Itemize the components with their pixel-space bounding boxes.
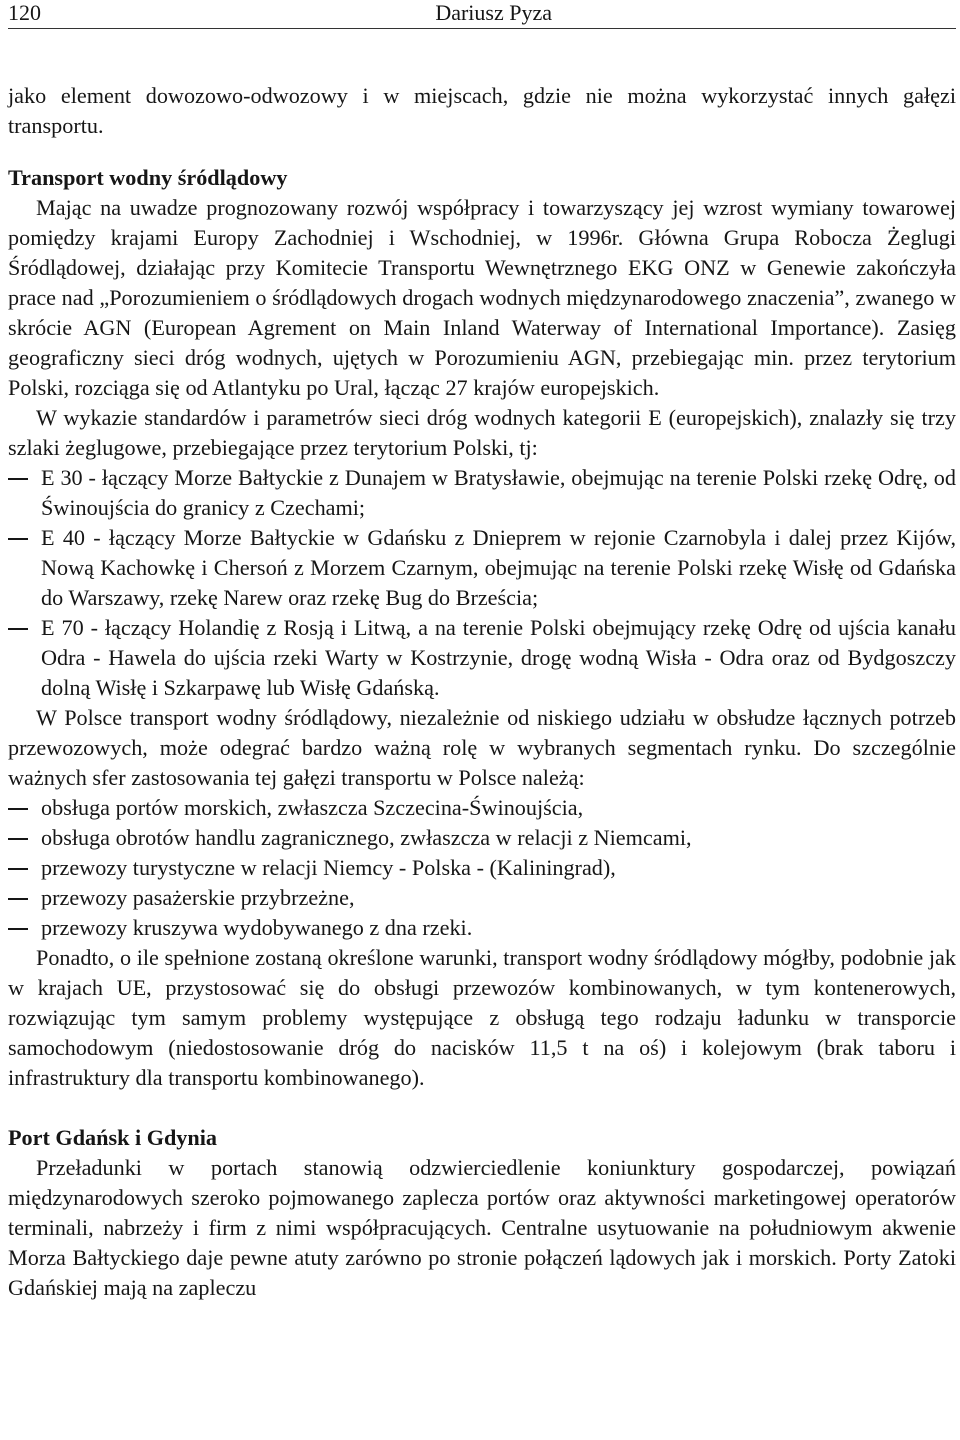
page-number: 120 — [8, 0, 41, 25]
list-item: przewozy turystyczne w relacji Niemcy - Polska - (Kaliningrad), — [8, 853, 956, 883]
list-item: obsługa obrotów handlu zagranicznego, zwłaszcza w relacji z Niemcami, — [8, 823, 956, 853]
section-heading-inland-water-transport: Transport wodny śródlądowy — [8, 165, 288, 190]
paragraph-port-transshipments: Przeładunki w portach stanowią odzwierciedlenie koniunktury gospodarczej, powiązań międzynarodowych szeroko pojmowanego zaplecza portów oraz aktywności marketingowej operatorów terminali, nabrzeży i firm z nimi współpracujących. Centralne usytuowanie na południowym akwenie Morza Bałtyckiego daje pewne atuty zarówno po stronie połączeń lądowych jak i morskich. Porty Zatoki Gdańskiej mają na zapleczu — [8, 1155, 956, 1300]
list-item: E 40 - łączący Morze Bałtyckie w Gdańsku z Dnieprem w rejonie Czarnobyla i dalej przez Kijów, Nową Kachowkę i Chersoń z Morzem Czarnym, obejmując na terenie Polski rzekę Wisłę od Gdańska do Warszawy, rzekę Narew oraz rzekę Bug do Brześcia; — [8, 523, 956, 613]
paragraph-combined-transport: Ponadto, o ile spełnione zostaną określone warunki, transport wodny śródlądowy mógłby, podobnie jak w krajach UE, przystosować się do obsługi przewozów kombinowanych, w tym kontenerowych, rozwiązując tym samym problemy występujące z obsługą tego rodzaju ładunku w transporcie samochodowym (niedostosowanie dróg do nacisków 11,5 t na oś) i kolejowym (brak taboru i infrastruktury dla transportu kombinowanego). — [8, 945, 956, 1090]
running-header — [8, 0, 956, 29]
running-header-author: Dariusz Pyza — [435, 0, 552, 25]
list-item: obsługa portów morskich, zwłaszcza Szczecina-Świnoujścia, — [8, 793, 956, 823]
waterway-routes-list — [8, 463, 956, 703]
paragraph-e-category-routes: W wykazie standardów i parametrów sieci dróg wodnych kategorii E (europejskich), znalazły się trzy szlaki żeglugowe, przebiegające przez terytorium Polski, tj: — [8, 405, 956, 460]
list-item: przewozy kruszywa wydobywanego z dna rzeki. — [8, 913, 956, 943]
application-areas-list — [8, 793, 956, 943]
paragraph-agn-agreement: Mając na uwadze prognozowany rozwój współpracy i towarzyszący jej wzrost wymiany towarowej pomiędzy krajami Europy Zachodniej i Wschodniej, w 1996r. Główna Grupa Robocza Żeglugi Śródlądowej, działając przy Komitecie Transportu Wewnętrznego EKG ONZ w Genewie zakończyła prace nad „Porozumieniem o śródlądowych drogach wodnych międzynarodowego znaczenia”, zwanego w skrócie AGN (European Agrement on Main Inland Waterway of International Importance). Zasięg geograficzny sieci dróg wodnych, ujętych w Porozumieniu AGN, przebiegając min. przez terytorium Polski, rozciąga się od Atlantyku po Ural, łącząc 27 krajów europejskich. — [8, 195, 956, 400]
paragraph-intro: jako element dowozowo-odwozowy i w miejscach, gdzie nie można wykorzystać innych gałęzi transportu. — [8, 83, 956, 138]
list-item: E 30 - łączący Morze Bałtyckie z Dunajem w Bratysławie, obejmując na terenie Polski rzekę Odrę, od Świnoujścia do granicy z Czechami; — [8, 463, 956, 523]
document-page — [8, 0, 956, 1303]
paragraph-poland-inland-transport: W Polsce transport wodny śródlądowy, niezależnie od niskiego udziału w obsłudze łącznych potrzeb przewozowych, może odegrać bardzo ważną rolę w wybranych segmentach rynku. Do szczególnie ważnych sfer zastosowania tej gałęzi transportu w Polsce należą: — [8, 705, 956, 790]
section-heading-ports: Port Gdańsk i Gdynia — [8, 1125, 217, 1150]
body-text — [8, 81, 956, 1303]
list-item: przewozy pasażerskie przybrzeżne, — [8, 883, 956, 913]
list-item: E 70 - łączący Holandię z Rosją i Litwą, a na terenie Polski obejmujący rzekę Odrę od ujścia kanału Odra - Hawela do ujścia rzeki Warty w Kostrzynie, drogę wodną Wisła - Odra oraz od Bydgoszczy dolną Wisłę i Szkarpawę lub Wisłę Gdańską. — [8, 613, 956, 703]
